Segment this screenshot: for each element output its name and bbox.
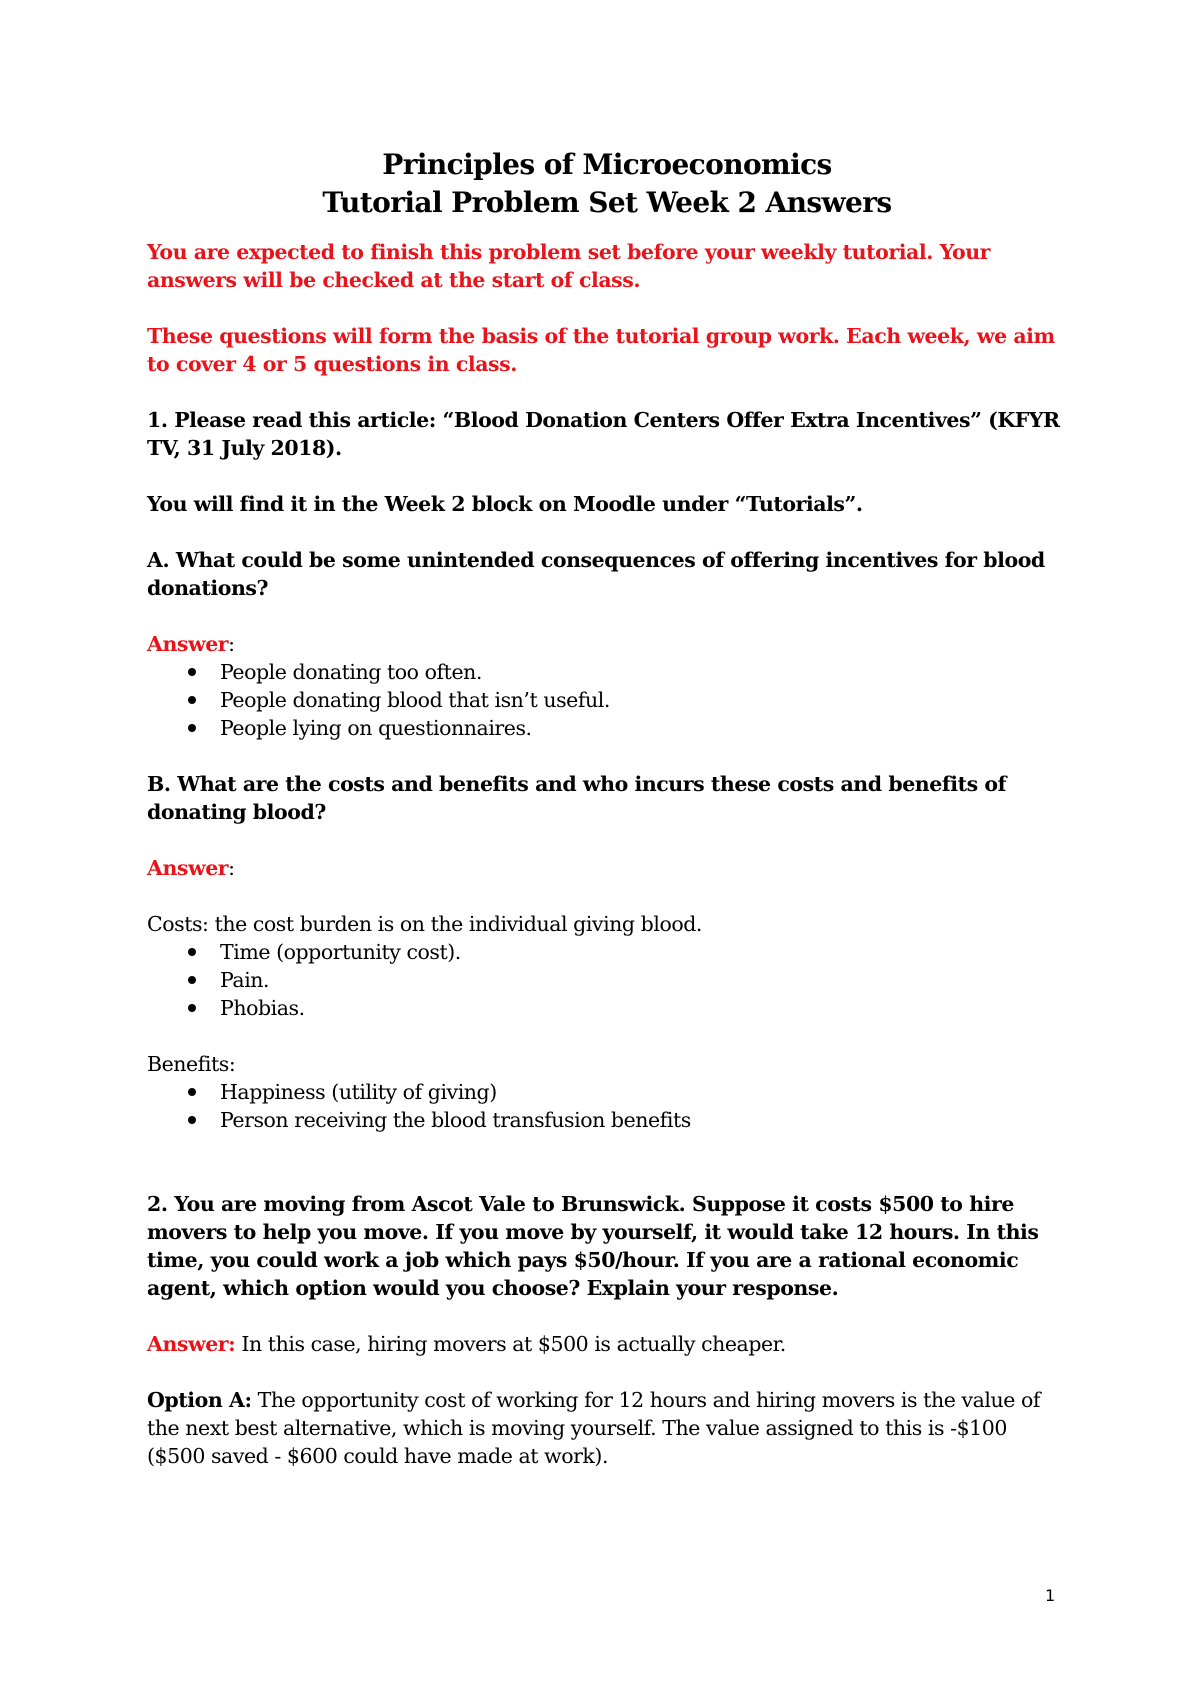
answer-label: Answer (147, 856, 229, 880)
option-a-text: The opportunity cost of working for 12 hours and hiring movers is the value of the next best alternative, which is moving yourself. The value assigned to this is -$100 ($500 saved - $600 could have made at work). (147, 1388, 1041, 1468)
answer-1a-list (147, 658, 1067, 742)
costs-list (147, 938, 1067, 1022)
list-item: Pain. (147, 966, 1067, 994)
page-number: 1 (1045, 1586, 1056, 1605)
question-1a: A. What could be some unintended consequences of offering incentives for blood donations? (147, 548, 1045, 600)
list-item: People donating too often. (147, 658, 1067, 686)
document-subtitle: Tutorial Problem Set Week 2 Answers (322, 186, 892, 219)
benefits-heading: Benefits: (147, 1052, 236, 1076)
costs-heading: Costs: the cost burden is on the individual giving blood. (147, 912, 702, 936)
list-item: Time (opportunity cost). (147, 938, 1067, 966)
notice-paragraph: These questions will form the basis of the tutorial group work. Each week, we aim to cover 4 or 5 questions in class. (147, 324, 1055, 376)
list-item: Phobias. (147, 994, 1067, 1022)
notice-paragraph: You are expected to finish this problem set before your weekly tutorial. Your answers will be checked at the start of class. (147, 240, 991, 292)
list-item: People lying on questionnaires. (147, 714, 1067, 742)
list-item: Happiness (utility of giving) (147, 1078, 1067, 1106)
answer-colon: : (228, 856, 235, 880)
answer-label: Answer (147, 632, 229, 656)
question-1b: B. What are the costs and benefits and who incurs these costs and benefits of donating blood? (147, 772, 1006, 824)
document-body (147, 146, 1067, 1470)
answer-colon: : (228, 632, 235, 656)
answer-label: Answer: (147, 1332, 236, 1356)
question-2-prompt: 2. You are moving from Ascot Vale to Brunswick. Suppose it costs $500 to hire movers to help you move. If you move by yourself, it would take 12 hours. In this time, you could work a job which pays $50/hour. If you are a rational economic agent, which option would you choose? Explain your response. (147, 1192, 1039, 1300)
option-a (147, 1386, 1067, 1470)
document-title: Principles of Microeconomics (382, 148, 832, 181)
answer-1b-label (147, 854, 1067, 882)
benefits-list (147, 1078, 1067, 1134)
answer-2 (147, 1330, 1067, 1358)
question-1-prompt: 1. Please read this article: “Blood Donation Centers Offer Extra Incentives” (KFYR TV, 31 July 2018). (147, 408, 1060, 460)
question-1-location: You will find it in the Week 2 block on Moodle under “Tutorials”. (147, 492, 863, 516)
answer-1a-label (147, 630, 1067, 658)
option-a-label: Option A: (147, 1388, 252, 1412)
list-item: People donating blood that isn’t useful. (147, 686, 1067, 714)
list-item: Person receiving the blood transfusion benefits (147, 1106, 1067, 1134)
answer-2-text: In this case, hiring movers at $500 is actually cheaper. (235, 1332, 786, 1356)
